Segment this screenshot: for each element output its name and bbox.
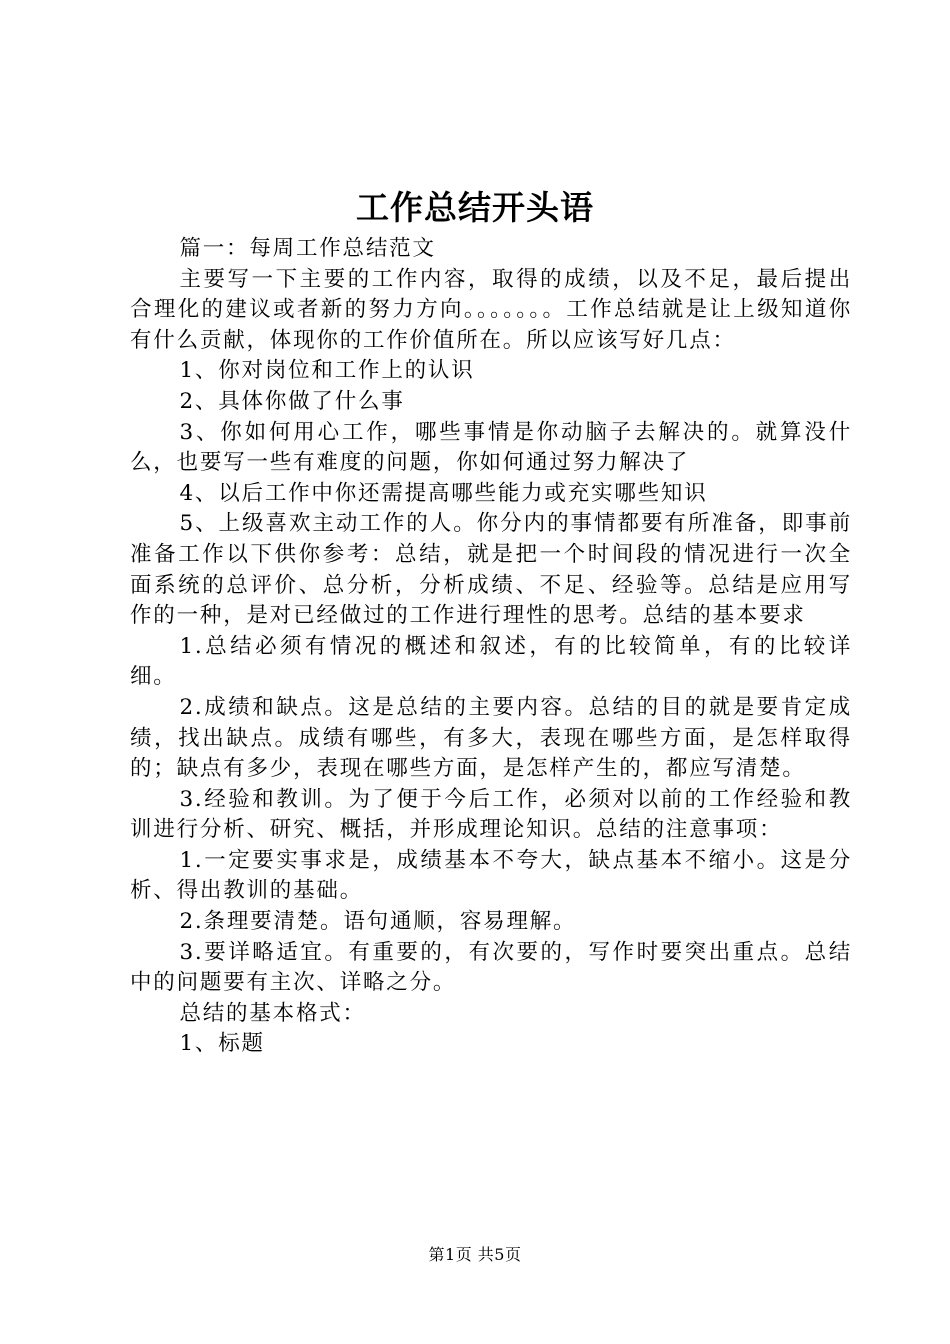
list-item: 1.一定要实事求是，成绩基本不夸大，缺点基本不缩小。这是分析、得出教训的基础。 [130, 847, 852, 904]
list-item: 2.条理要清楚。语句通顺，容易理解。 [179, 909, 577, 935]
document-title: 工作总结开头语 [356, 188, 594, 227]
list-item: 4、以后工作中你还需提高哪些能力或充实哪些知识 [179, 480, 708, 506]
document-body [130, 234, 852, 1060]
list-item: 1.总结必须有情况的概述和叙述，有的比较简单，有的比较详细。 [130, 633, 852, 690]
list-item: 3、你如何用心工作，哪些事情是你动脑子去解决的。就算没什么，也要写一些有难度的问题，你如何通过努力解决了 [130, 419, 852, 476]
list-item: 1、标题 [179, 1031, 265, 1057]
list-item: 3.要详略适宜。有重要的，有次要的，写作时要突出重点。总结中的问题要有主次、详略之分。 [130, 939, 852, 996]
list-item: 1、你对岗位和工作上的认识 [179, 358, 475, 384]
list-item: 2.成绩和缺点。这是总结的主要内容。总结的目的就是要肯定成绩，找出缺点。成绩有哪些，有多大，表现在哪些方面，是怎样取得的；缺点有多少，表现在哪些方面，是怎样产生的，都应写清楚。 [130, 694, 852, 782]
body-paragraph: 总结的基本格式： [179, 1000, 366, 1026]
list-item: 5、上级喜欢主动工作的人。你分内的事情都要有所准备，即事前准备工作以下供你参考：总结，就是把一个时间段的情况进行一次全面系统的总评价、总分析，分析成绩、不足、经验等。总结是应用写作的一种，是对已经做过的工作进行理性的思考。总结的基本要求 [130, 511, 852, 629]
body-paragraph: 主要写一下主要的工作内容，取得的成绩，以及不足，最后提出合理化的建议或者新的努力方向。。。。。。。工作总结就是让上级知道你有什么贡献，体现你的工作价值所在。所以应该写好几点： [130, 266, 852, 353]
page-footer: 第1页 共5页 [428, 1245, 522, 1264]
list-item: 3.经验和教训。为了便于今后工作，必须对以前的工作经验和教训进行分析、研究、概括，并形成理论知识。总结的注意事项： [130, 786, 852, 843]
list-item: 2、具体你做了什么事 [179, 388, 405, 414]
section-heading: 篇一：每周工作总结范文 [179, 236, 436, 261]
